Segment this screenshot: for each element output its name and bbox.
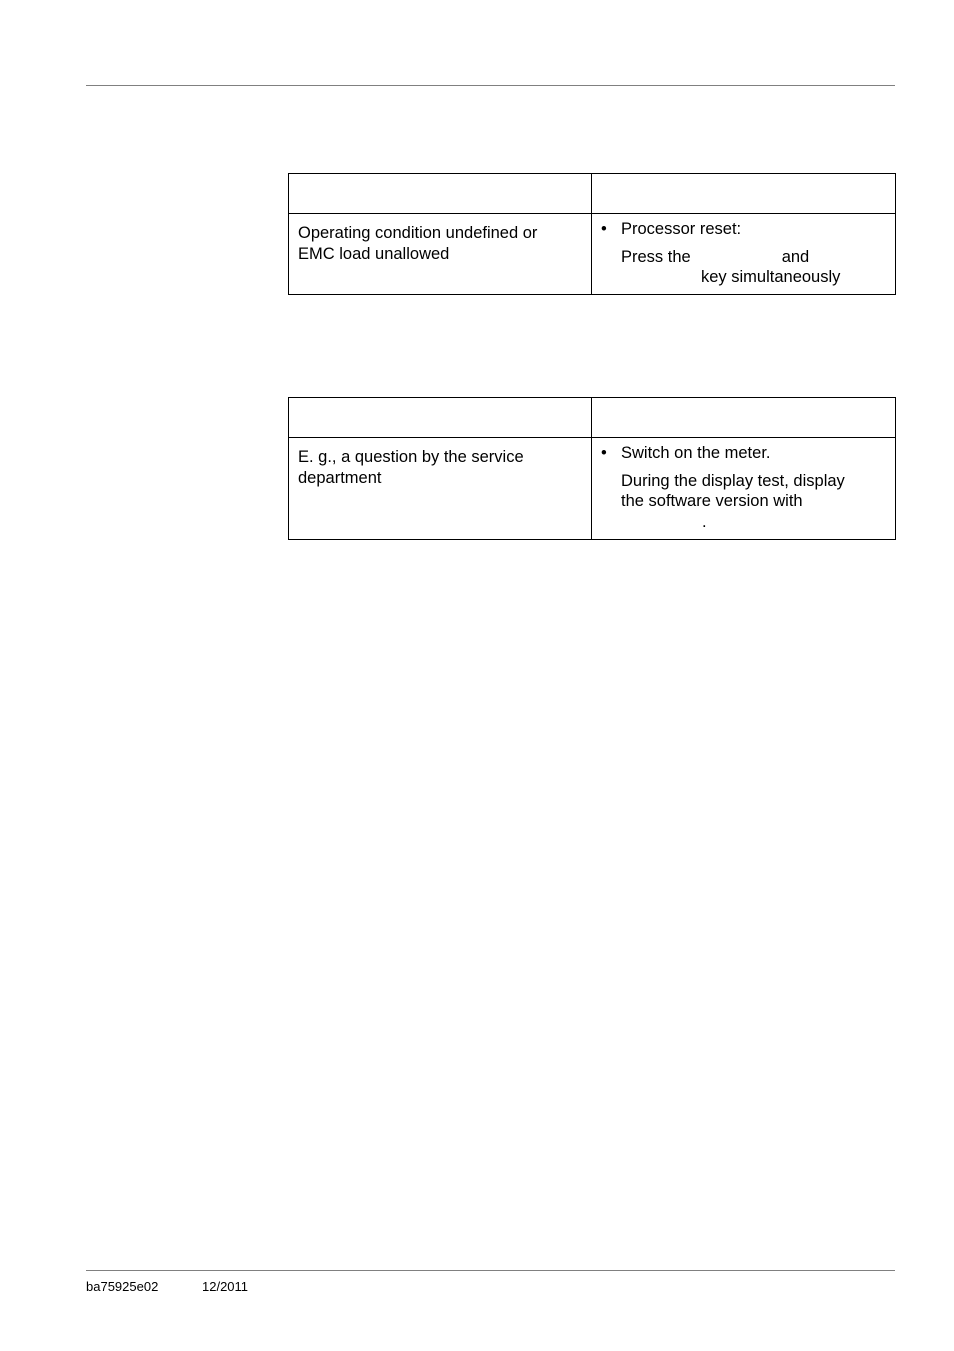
software-version-table xyxy=(288,397,896,540)
header-rule xyxy=(86,85,895,86)
remedy-detail-text: During the display test, display xyxy=(621,471,845,490)
cause-cell xyxy=(289,438,592,540)
footer-doc-number: ba75925e02 xyxy=(86,1279,159,1294)
bullet-icon: • xyxy=(601,444,607,462)
footer-date: 12/2011 xyxy=(202,1279,249,1294)
cause-line: Operating condition undefined or xyxy=(298,224,538,242)
cause-line: department xyxy=(298,468,382,487)
remedy-cell xyxy=(592,438,896,540)
remedy-detail-text: . xyxy=(702,512,707,531)
remedy-detail-text: Press the xyxy=(621,247,691,266)
table-header-row xyxy=(289,174,896,214)
cause-line: E. g., a question by the service xyxy=(298,448,524,466)
cause-line: EMC load unallowed xyxy=(298,244,450,263)
remedy-cell xyxy=(592,214,896,295)
remedy-detail xyxy=(601,247,887,288)
processor-reset-table xyxy=(288,173,896,295)
bullet-icon: • xyxy=(601,220,607,238)
remedy-detail-text: and xyxy=(781,247,810,266)
remedy-bullet-text: Processor reset: xyxy=(621,220,742,238)
table-row xyxy=(289,438,896,540)
table-row xyxy=(289,214,896,295)
footer-rule xyxy=(86,1270,895,1271)
remedy-header-cell xyxy=(592,398,896,438)
cause-header-cell xyxy=(289,174,592,214)
cause-header-cell xyxy=(289,398,592,438)
remedy-detail-text: the software version with xyxy=(621,492,803,510)
table-header-row xyxy=(289,398,896,438)
remedy-bullet-text: Switch on the meter. xyxy=(621,444,771,462)
remedy-detail xyxy=(601,471,887,533)
cause-cell xyxy=(289,214,592,295)
remedy-header-cell xyxy=(592,174,896,214)
remedy-detail-text: key simultaneously xyxy=(701,268,841,286)
